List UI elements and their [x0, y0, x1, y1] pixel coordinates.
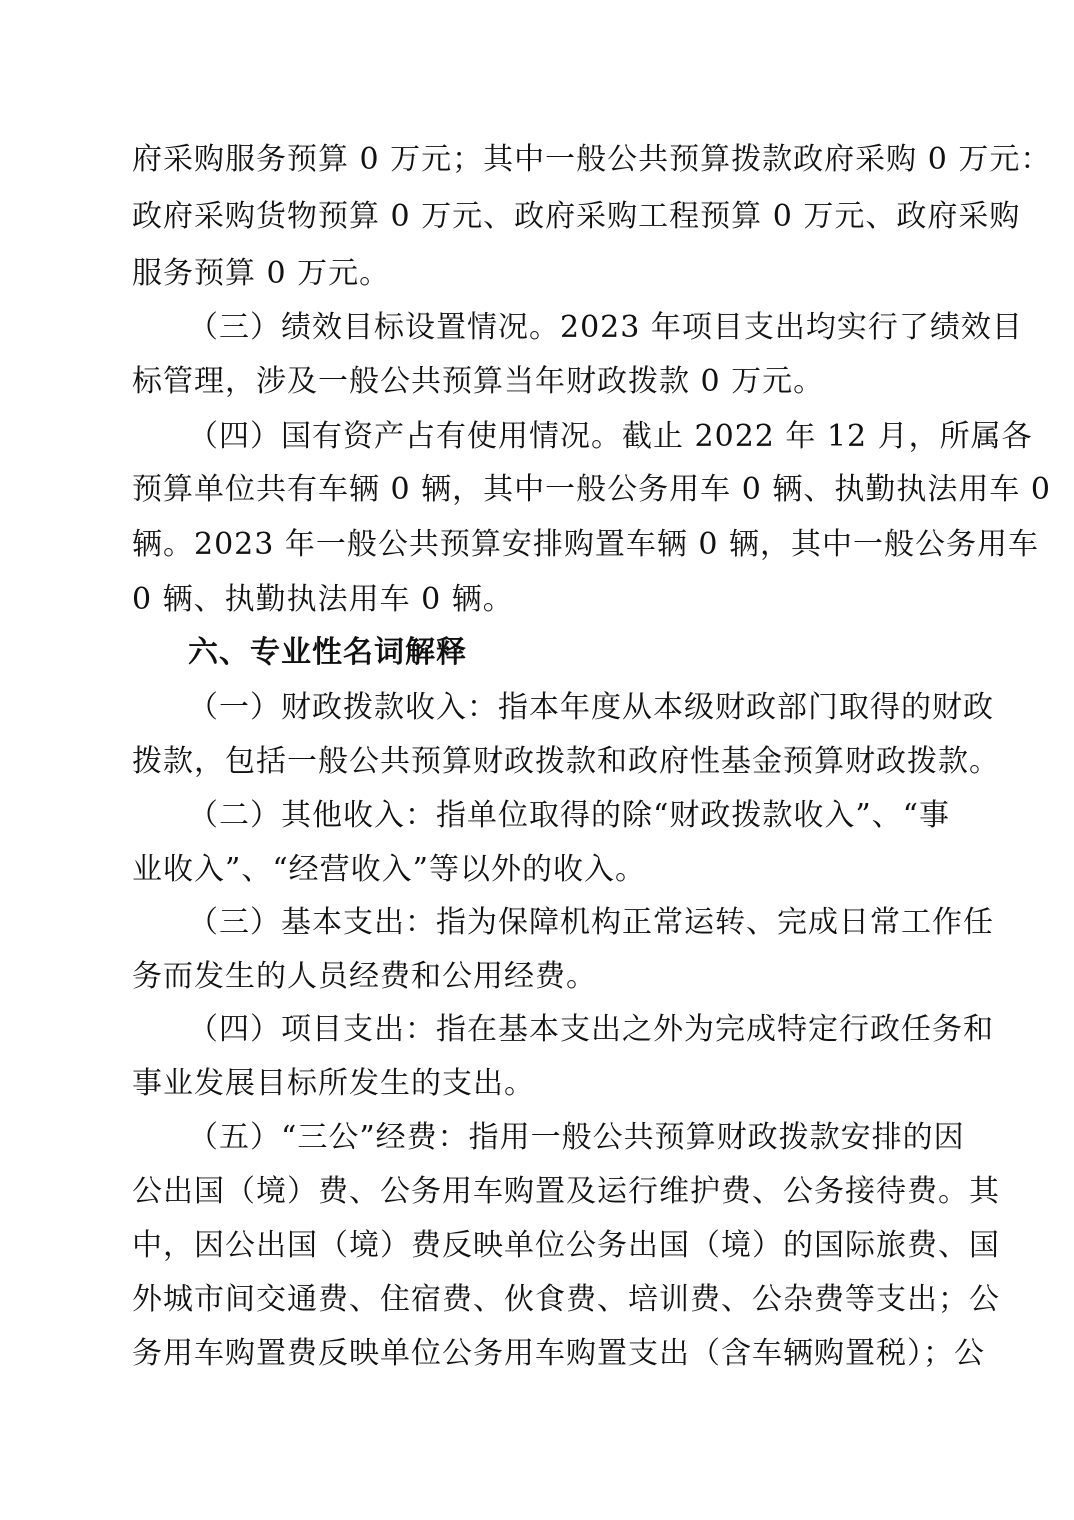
text-line: （三）绩效目标设置情况。2023 年项目支出均实行了绩效目	[188, 310, 1023, 345]
text-line: 预算单位共有车辆 0 辆，其中一般公务用车 0 辆、执勤执法用车 0	[132, 472, 1051, 507]
text-line: 服务预算 0 万元。	[132, 256, 391, 291]
text-line: 0 辆、执勤执法用车 0 辆。	[132, 582, 514, 617]
text-line: 公出国（境）费、公务用车购置及运行维护费、公务接待费。其	[132, 1174, 1000, 1209]
text-line: （一）财政拨款收入：指本年度从本级财政部门取得的财政	[188, 690, 994, 725]
text-line: 外城市间交通费、住宿费、伙食费、培训费、公杂费等支出；公	[132, 1282, 1000, 1317]
text-line: 政府采购货物预算 0 万元、政府采购工程预算 0 万元、政府采购	[132, 199, 1021, 234]
text-line: （三）基本支出：指为保障机构正常运转、完成日常工作任	[188, 905, 994, 940]
section-heading: 六、专业性名词解释	[188, 635, 467, 670]
text-line: 标管理，涉及一般公共预算当年财政拨款 0 万元。	[132, 364, 825, 399]
text-line: 业收入”、“经营收入”等以外的收入。	[132, 852, 647, 887]
text-line: 事业发展目标所发生的支出。	[132, 1066, 535, 1101]
text-line: （二）其他收入：指单位取得的除“财政拨款收入”、“事	[188, 798, 951, 833]
text-line: （四）国有资产占有使用情况。截止 2022 年 12 月，所属各	[188, 419, 1033, 454]
text-line: 务用车购置费反映单位公务用车购置支出（含车辆购置税）；公	[132, 1336, 985, 1371]
text-line: 府采购服务预算 0 万元；其中一般公共预算拨款政府采购 0 万元：	[132, 142, 1052, 177]
text-line: 务而发生的人员经费和公用经费。	[132, 959, 597, 994]
text-line: （四）项目支出：指在基本支出之外为完成特定行政任务和	[188, 1012, 994, 1047]
text-line: 辆。2023 年一般公共预算安排购置车辆 0 辆，其中一般公务用车	[132, 527, 1040, 562]
text-line: 拨款，包括一般公共预算财政拨款和政府性基金预算财政拨款。	[132, 744, 1000, 779]
text-line: 中，因公出国（境）费反映单位公务出国（境）的国际旅费、国	[132, 1228, 1000, 1263]
text-line: （五）“三公”经费：指用一般公共预算财政拨款安排的因	[188, 1120, 965, 1155]
